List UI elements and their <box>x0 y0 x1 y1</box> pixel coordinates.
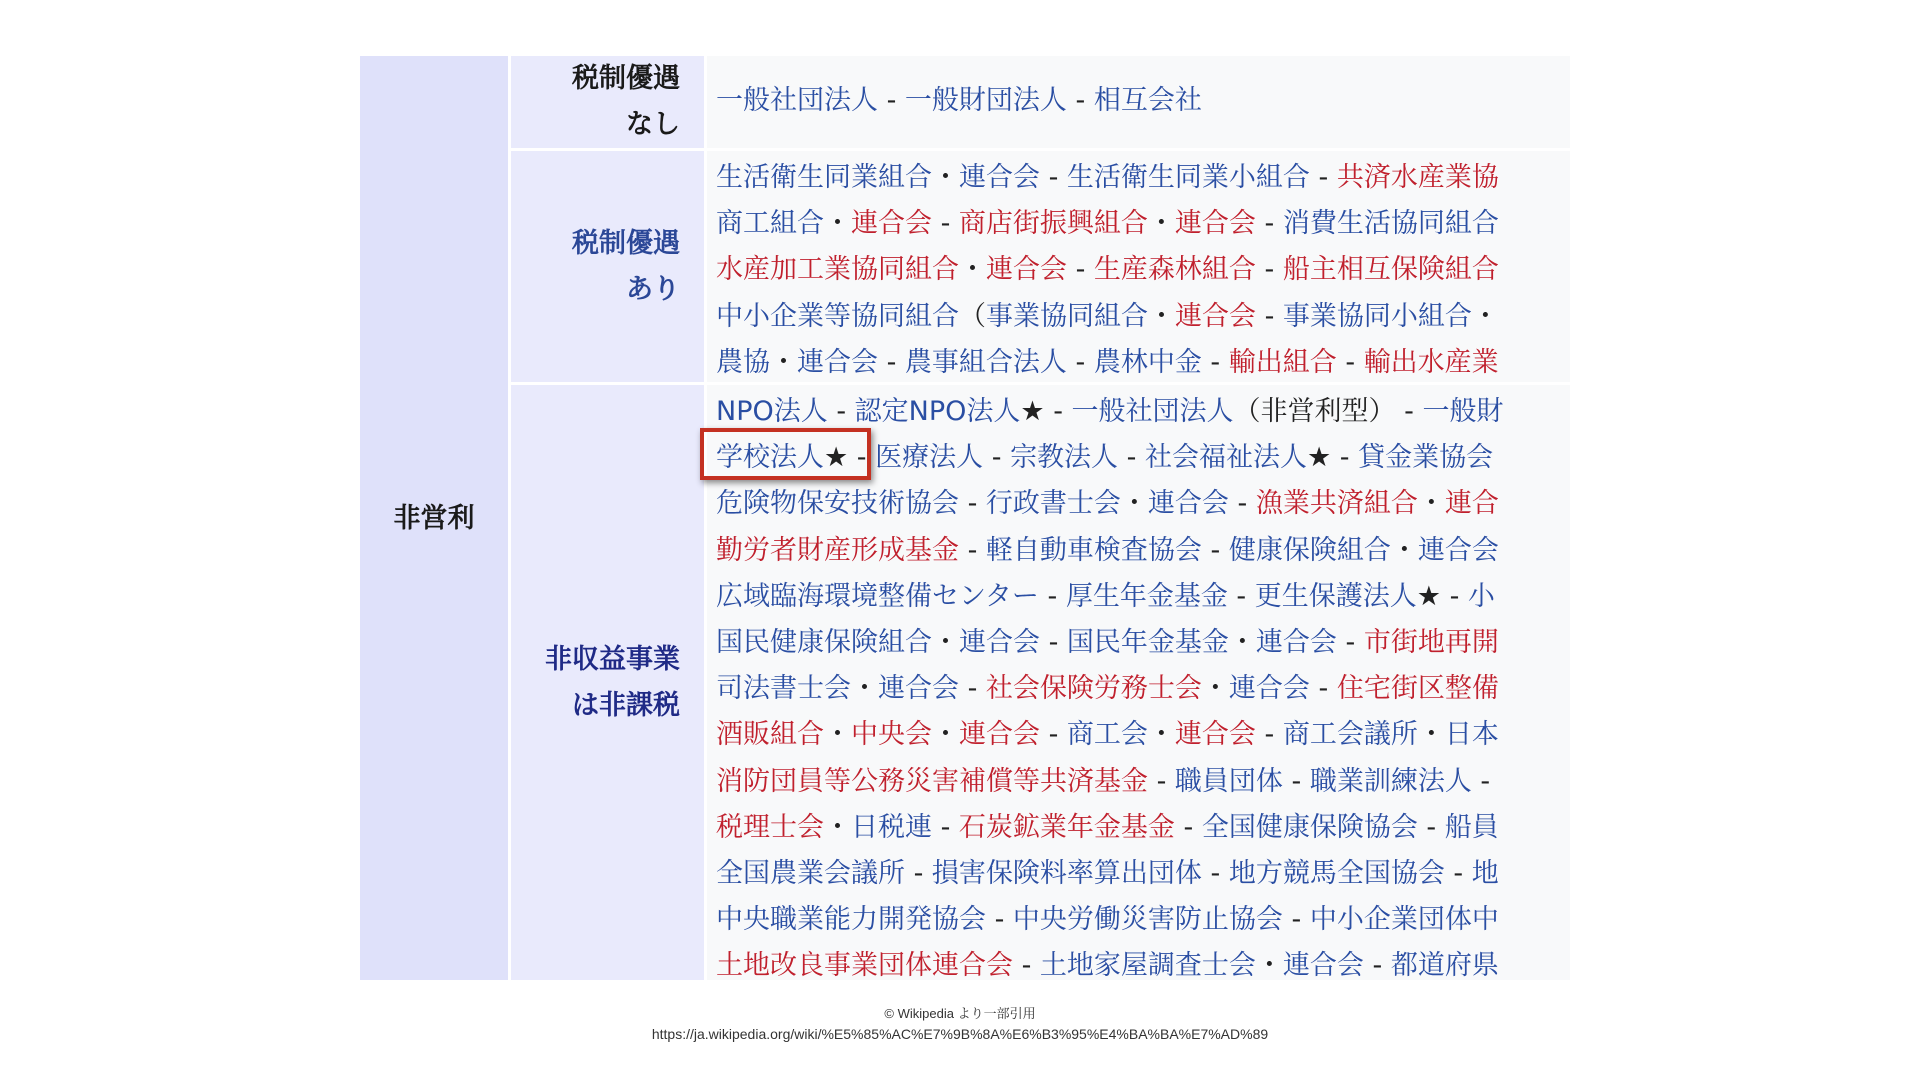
separator-text: （ <box>959 300 986 332</box>
redlink[interactable]: 連合会 <box>851 208 932 240</box>
article-link[interactable]: 連合会 <box>878 673 959 705</box>
article-link[interactable]: 生活衛生同業小組合 <box>1066 162 1310 193</box>
article-link[interactable]: 中央労働災害防止協会 <box>1012 904 1283 936</box>
article-link[interactable]: 厚生年金基金 <box>1065 580 1228 612</box>
separator-text: ・ <box>1147 208 1175 240</box>
separator-text: - <box>1201 346 1229 378</box>
redlink[interactable]: 中央会 <box>851 719 932 751</box>
separator-text: ・ <box>770 346 797 378</box>
subheading-line: なし <box>626 109 680 140</box>
subheading-line[interactable]: あり <box>626 273 680 305</box>
separator-text: - <box>986 904 1013 936</box>
attribution-url: https://ja.wikipedia.org/wiki/%E5%85%AC%E7%9B%8A%E6%B3%95%E4%BA%BA%E7%AD%89 <box>651 1026 1269 1042</box>
redlink[interactable]: 輸出水産業 <box>1363 346 1499 378</box>
article-link[interactable]: 中小企業団体中 <box>1309 904 1499 936</box>
separator-text: - <box>1395 396 1423 427</box>
content-line <box>716 340 1570 382</box>
article-link[interactable]: 学校法人 <box>716 442 824 474</box>
article-link[interactable]: 全国農業会議所 <box>716 857 905 889</box>
redlink[interactable]: 社会保険労務士会 <box>985 673 1202 705</box>
content-line <box>716 712 1570 758</box>
separator-text: ・ <box>851 673 878 705</box>
separator-text: - <box>1282 904 1310 936</box>
separator-text: - <box>932 811 959 843</box>
separator-text: ・ <box>1417 719 1445 751</box>
redlink[interactable]: 酒販組合 <box>716 719 824 751</box>
separator-text: - <box>1038 580 1066 612</box>
content-line <box>716 201 1570 247</box>
article-link[interactable]: 国民年金基金 <box>1066 626 1229 658</box>
separator-text: ・ <box>824 208 851 240</box>
separator-text: （非営利型） <box>1233 396 1396 427</box>
article-link[interactable]: 連合会 <box>1255 626 1337 658</box>
article-link[interactable]: 連合会 <box>959 162 1040 193</box>
redlink[interactable]: 消防団員等公務災害補償等共済基金 <box>716 765 1148 797</box>
content-line <box>716 805 1570 851</box>
separator-text: ・ <box>824 719 851 751</box>
article-link[interactable]: 小 <box>1467 580 1495 612</box>
article-link[interactable]: NPO法人 <box>716 396 828 427</box>
separator-text: - <box>1044 396 1072 427</box>
article-link[interactable]: 更生保護法人 <box>1254 580 1417 612</box>
article-link[interactable]: 行政書士会 <box>985 488 1121 520</box>
redlink[interactable]: 生産森林組合 <box>1093 254 1256 286</box>
article-link[interactable]: 農協 <box>716 346 770 378</box>
content-line <box>716 759 1570 805</box>
attribution <box>0 1004 1920 1044</box>
article-link[interactable]: 国民健康保険組合 <box>716 626 932 658</box>
content-line <box>716 78 1570 124</box>
separator-text: ★ <box>1306 442 1332 474</box>
article-link[interactable]: 農事組合法人 <box>904 346 1067 378</box>
separator-text: - <box>1417 811 1445 843</box>
redlink[interactable]: 連合会 <box>986 254 1067 286</box>
article-link[interactable]: 社会福祉法人 <box>1144 442 1307 474</box>
article-link[interactable]: 土地家屋調査士会 <box>1039 950 1256 980</box>
separator-text: ・ <box>1471 300 1499 332</box>
content-line <box>716 897 1570 943</box>
subheading-line[interactable]: 税制優遇 <box>572 227 680 259</box>
article-link[interactable]: 危険物保安技術協会 <box>716 488 959 520</box>
separator-text: - <box>1282 765 1310 797</box>
article-link[interactable]: 職業訓練法人 <box>1309 765 1472 797</box>
separator-text: ★ <box>1020 396 1045 427</box>
content-line <box>716 155 1570 201</box>
separator-text: ・ <box>1417 488 1445 520</box>
separator-text: - <box>1256 300 1283 332</box>
separator-text: - <box>827 396 855 427</box>
separator-text: - <box>932 208 959 240</box>
content-line <box>716 389 1570 435</box>
article-link[interactable]: 健康保険組合 <box>1228 534 1391 566</box>
redlink[interactable]: 商店街振興組合 <box>958 208 1148 240</box>
article-link[interactable]: 農林中金 <box>1093 346 1202 378</box>
article-link[interactable]: 連合会 <box>1417 534 1499 566</box>
redlink[interactable]: 住宅街区整備 <box>1336 673 1499 705</box>
redlink[interactable]: 水産加工業協同組合 <box>716 254 959 286</box>
separator-text: - <box>878 85 905 116</box>
separator-text: - <box>959 673 986 705</box>
content-line <box>716 574 1570 620</box>
article-link[interactable]: 一般社団法人 <box>716 85 878 116</box>
separator-text: - <box>1040 626 1067 658</box>
category-header-cell <box>360 56 508 980</box>
separator-text: - <box>1309 162 1337 193</box>
separator-text: - <box>1040 162 1067 193</box>
content-cell-with-tax-preference <box>707 151 1570 382</box>
article-link[interactable]: 職員団体 <box>1174 765 1283 797</box>
subheading-line: 非収益事業 <box>545 643 680 675</box>
separator-text: - <box>1309 673 1337 705</box>
article-link[interactable]: 連合会 <box>1147 488 1229 520</box>
separator-text: - <box>983 442 1011 474</box>
subheading-line: 税制優遇 <box>572 63 680 94</box>
content-line <box>716 481 1570 527</box>
article-link[interactable]: 事業協同組合 <box>986 300 1148 332</box>
separator-text: ・ <box>1147 719 1175 751</box>
separator-text: - <box>1444 857 1472 889</box>
subheading-with-tax-preference[interactable] <box>511 151 704 382</box>
separator-text: - <box>1066 85 1094 116</box>
redlink[interactable]: 石炭鉱業年金基金 <box>958 811 1175 843</box>
separator-text: - <box>959 488 986 520</box>
article-link[interactable]: 軽自動車検査協会 <box>985 534 1202 566</box>
article-link[interactable]: 一般財 <box>1422 396 1504 427</box>
content-line <box>716 247 1570 293</box>
separator-text: - <box>1201 534 1229 566</box>
separator-text: - <box>1471 765 1491 797</box>
separator-text: ・ <box>959 254 986 286</box>
separator-text: - <box>959 534 986 566</box>
separator-text: ・ <box>824 811 851 843</box>
separator-text: ★ <box>1416 580 1441 612</box>
separator-text: - <box>1148 765 1175 797</box>
separator-text: - <box>1336 626 1364 658</box>
separator-text: ・ <box>1201 673 1229 705</box>
article-link[interactable]: 船員 <box>1444 811 1499 843</box>
redlink[interactable]: 連合会 <box>1174 208 1256 240</box>
separator-text: - <box>1255 208 1283 240</box>
separator-text: ・ <box>1228 626 1256 658</box>
subheading-no-tax-preference <box>511 56 704 148</box>
separator-text: - <box>1013 950 1040 980</box>
article-link[interactable]: 貸金業協会 <box>1358 442 1494 474</box>
content-line <box>716 851 1570 897</box>
separator-text: ・ <box>932 162 959 193</box>
article-link[interactable]: 商工会議所 <box>1282 719 1418 751</box>
article-link[interactable]: 地方競馬全国協会 <box>1228 857 1445 889</box>
attribution-credit: © Wikipedia より一部引用 <box>884 1006 1036 1021</box>
article-link[interactable]: 消費生活協同組合 <box>1282 208 1499 240</box>
content-cell-no-tax-preference <box>707 56 1570 148</box>
separator-text: - <box>1440 580 1468 612</box>
article-link[interactable]: 生活衛生同業組合 <box>716 162 932 193</box>
separator-text: ・ <box>1120 488 1148 520</box>
content-line <box>716 294 1570 340</box>
article-link[interactable]: 相互会社 <box>1093 85 1202 116</box>
separator-text: - <box>1066 346 1094 378</box>
redlink[interactable]: 連合会 <box>959 719 1040 751</box>
content-line <box>716 528 1570 574</box>
article-link[interactable]: 一般財団法人 <box>904 85 1067 116</box>
article-link[interactable]: 宗教法人 <box>1010 442 1119 474</box>
separator-text: - <box>1227 580 1255 612</box>
content-cell-non-revenue-tax-exempt <box>707 385 1570 980</box>
article-link[interactable]: 都道府県 <box>1390 950 1499 980</box>
category-label: 非営利 <box>393 502 475 534</box>
separator-text: - <box>1067 254 1094 286</box>
redlink[interactable]: 輸出組合 <box>1228 346 1337 378</box>
content-line <box>716 435 1570 481</box>
article-link[interactable]: 医療法人 <box>875 442 984 474</box>
separator-text: - <box>1363 950 1391 980</box>
separator-text: - <box>1331 442 1359 474</box>
separator-text: ・ <box>932 626 959 658</box>
article-link[interactable]: 事業協同小組合 <box>1282 300 1472 332</box>
redlink[interactable]: 船主相互保険組合 <box>1282 254 1499 286</box>
content-line <box>716 666 1570 712</box>
redlink[interactable]: 連合会 <box>1175 300 1256 332</box>
separator-text: ・ <box>1255 950 1283 980</box>
separator-text: - <box>878 346 905 378</box>
separator-text: - <box>1118 442 1145 474</box>
article-link[interactable]: 商工会 <box>1066 719 1148 751</box>
article-link[interactable]: 連合会 <box>797 346 878 378</box>
article-link[interactable]: 損害保険料率算出団体 <box>931 857 1202 889</box>
separator-text: - <box>1040 719 1067 751</box>
article-link[interactable]: 日本 <box>1444 719 1499 751</box>
separator-text: - <box>1255 254 1283 286</box>
content-line <box>716 620 1570 666</box>
separator-text: ★ <box>824 442 849 474</box>
content-line <box>716 943 1570 980</box>
article-link[interactable]: 広域臨海環境整備センター <box>716 580 1039 612</box>
separator-text: ・ <box>1390 534 1418 566</box>
separator-text: - <box>1174 811 1202 843</box>
article-link[interactable]: 一般社団法人 <box>1071 396 1234 427</box>
separator-text: - <box>1228 488 1256 520</box>
redlink[interactable]: 税理士会 <box>716 811 824 843</box>
article-link[interactable]: 連合会 <box>1282 950 1364 980</box>
subheading-line: は非課税 <box>572 689 680 721</box>
article-link[interactable]: 全国健康保険協会 <box>1201 811 1418 843</box>
redlink[interactable]: 連合会 <box>1174 719 1256 751</box>
redlink[interactable]: 勤労者財産形成基金 <box>716 534 959 566</box>
article-link[interactable]: 中央職業能力開発協会 <box>716 904 986 936</box>
redlink[interactable]: 連合 <box>1444 488 1499 520</box>
separator-text: ・ <box>1148 300 1175 332</box>
separator-text: - <box>905 857 932 889</box>
redlink[interactable]: 市街地再開 <box>1363 626 1499 658</box>
separator-text: - <box>1255 719 1283 751</box>
separator-text: - <box>848 442 876 474</box>
article-link[interactable]: 司法書士会 <box>716 673 851 705</box>
separator-text: - <box>1336 346 1364 378</box>
redlink[interactable]: 土地改良事業団体連合会 <box>716 950 1013 980</box>
article-link[interactable]: 認定NPO法人 <box>854 396 1021 427</box>
article-link[interactable]: 地 <box>1471 857 1499 889</box>
article-link[interactable]: 商工組合 <box>716 208 824 240</box>
article-link[interactable]: 連合会 <box>1228 673 1310 705</box>
separator-text: ・ <box>932 719 959 751</box>
redlink[interactable]: 共済水産業協 <box>1336 162 1499 193</box>
redlink[interactable]: 漁業共済組合 <box>1255 488 1418 520</box>
article-link[interactable]: 連合会 <box>959 626 1040 658</box>
separator-text: - <box>1201 857 1229 889</box>
article-link[interactable]: 中小企業等協同組合 <box>716 300 959 332</box>
article-link[interactable]: 日税連 <box>851 811 932 843</box>
subheading-non-revenue-tax-exempt <box>511 385 704 980</box>
